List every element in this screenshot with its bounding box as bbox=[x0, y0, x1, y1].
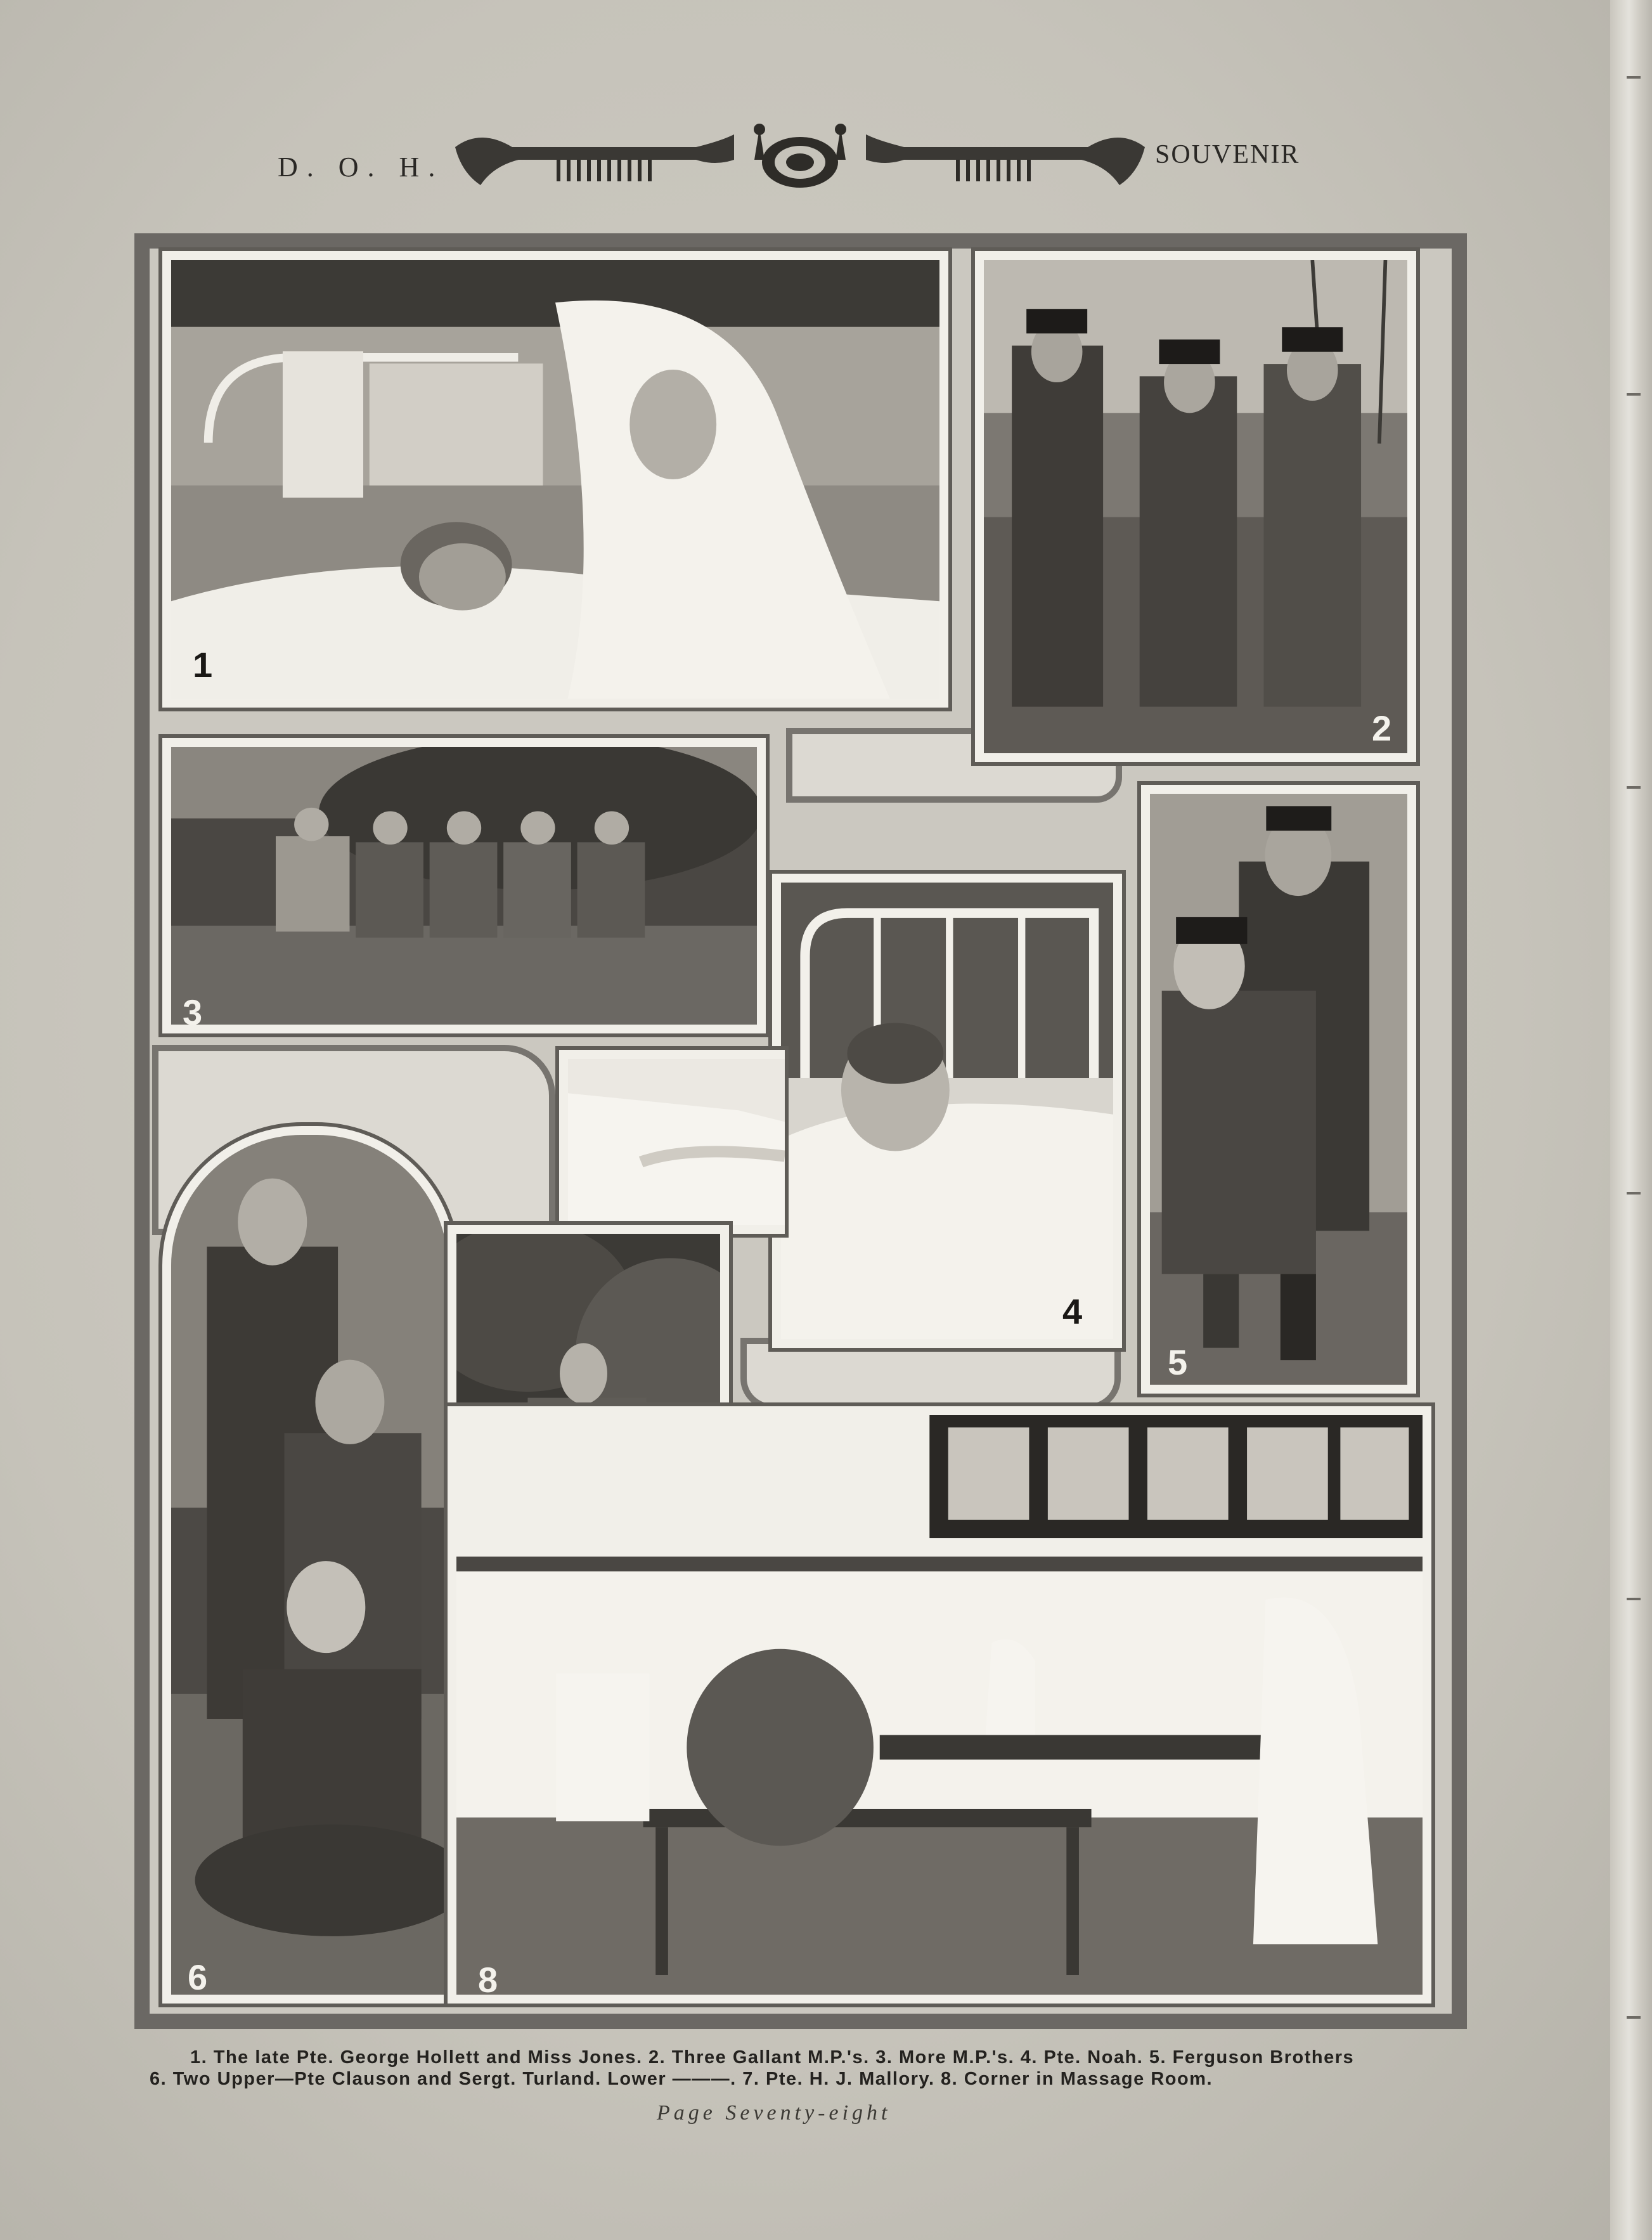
caption-line-1: 1. The late Pte. George Hollett and Miss Jones. 2. Three Gallant M.P.'s. 3. More M.P.'s. 4. Pte. Noah. 5. Ferguson Brothers bbox=[190, 2047, 1355, 2068]
photo-caption bbox=[150, 2047, 1475, 2110]
binding-stitch bbox=[1627, 76, 1641, 79]
photo-number-label: 6 bbox=[188, 1957, 208, 1997]
header-title-right: SOUVENIR bbox=[1155, 140, 1300, 169]
header-title-left: D. O. H. bbox=[278, 152, 444, 183]
photo-number-label: 4 bbox=[1062, 1292, 1083, 1331]
page-number: Page Seventy-eight bbox=[657, 2101, 891, 2125]
photo-4 bbox=[772, 874, 1122, 1348]
book-spine bbox=[1610, 0, 1652, 2240]
photo-8 bbox=[448, 1406, 1431, 2004]
binding-stitch bbox=[1627, 2016, 1641, 2019]
binding-stitch bbox=[1627, 786, 1641, 789]
photo-number-label: 8 bbox=[478, 1960, 498, 2000]
caption-line-2: 6. Two Upper—Pte Clauson and Sergt. Turland. Lower ———. 7. Pte. H. J. Mallory. 8. Corner in Massage Room. bbox=[150, 2069, 1213, 2089]
photo-5 bbox=[1141, 785, 1416, 1394]
photo-4-extension bbox=[559, 1050, 785, 1234]
photo-3 bbox=[162, 738, 766, 1033]
photo-number-label: 3 bbox=[183, 992, 203, 1032]
photo-number-label: 5 bbox=[1168, 1342, 1188, 1382]
photo-1 bbox=[162, 251, 948, 708]
photo-number-label: 2 bbox=[1372, 708, 1392, 748]
binding-stitch bbox=[1627, 393, 1641, 396]
photo-2 bbox=[975, 251, 1416, 762]
binding-stitch bbox=[1627, 1598, 1641, 1600]
photo-number-label: 1 bbox=[193, 645, 213, 685]
photo-6 bbox=[162, 1126, 456, 2004]
binding-stitch bbox=[1627, 1192, 1641, 1194]
banner-ornament-icon bbox=[455, 122, 1145, 197]
decorative-panel bbox=[740, 1338, 1121, 1410]
